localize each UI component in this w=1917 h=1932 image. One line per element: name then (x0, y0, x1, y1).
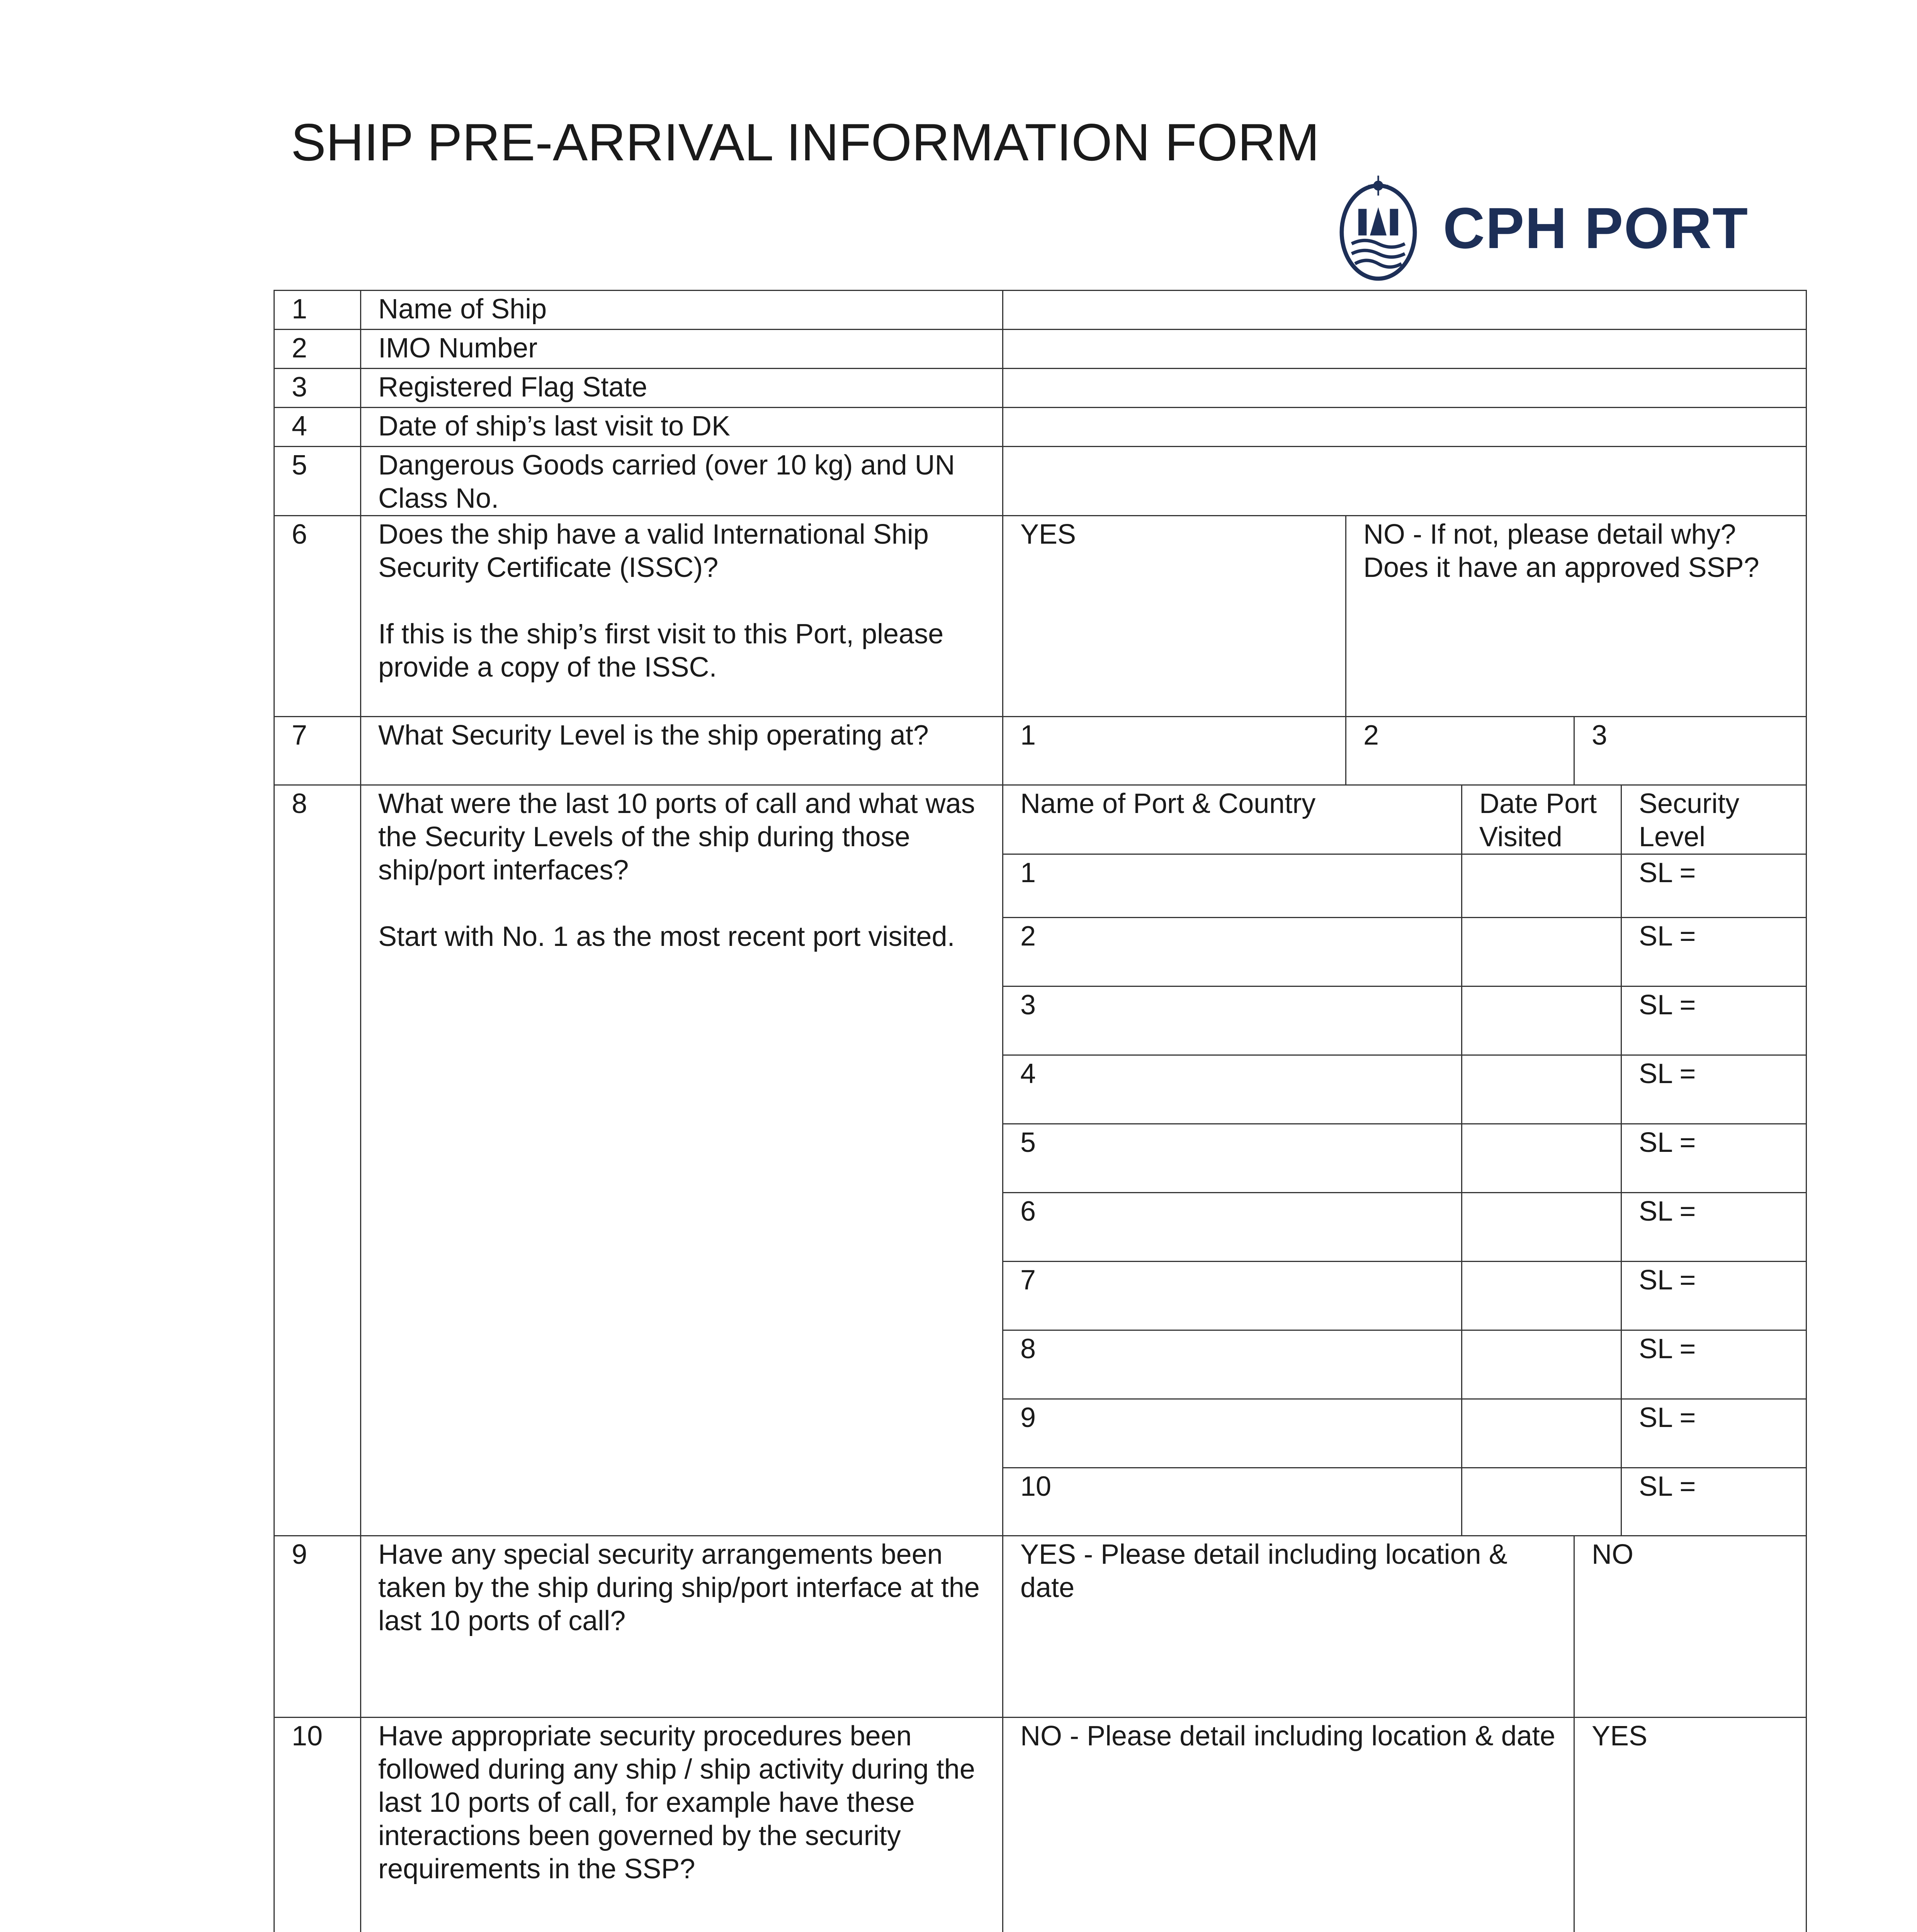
row-number: 1 (274, 291, 361, 330)
row-number: 10 (274, 1718, 361, 1932)
security-procedures-yes[interactable]: YES (1574, 1718, 1807, 1932)
ports-question (361, 785, 1003, 1536)
table-row (274, 785, 1807, 1536)
port-name-field[interactable]: 1 (1003, 854, 1462, 918)
port-rows (1003, 854, 1806, 1536)
port-row (1003, 986, 1807, 1055)
row-number: 5 (274, 447, 361, 516)
port-row (1003, 1330, 1807, 1399)
col-level-header: Security Level (1621, 785, 1807, 854)
cph-port-logo (1337, 172, 1749, 284)
issc-no-option[interactable]: NO - If not, please detail why? Does it have an approved SSP? (1346, 516, 1807, 717)
port-security-level-field[interactable]: SL = (1621, 918, 1807, 986)
port-row (1003, 1055, 1807, 1124)
ports-list (1003, 854, 1807, 1536)
row-number: 3 (274, 369, 361, 408)
security-level-label: What Security Level is the ship operating at? (361, 717, 1003, 785)
security-level-option-2[interactable]: 2 (1346, 717, 1574, 785)
port-security-level-field[interactable]: SL = (1621, 1124, 1807, 1193)
port-name-field[interactable]: 5 (1003, 1124, 1462, 1193)
row-number: 7 (274, 717, 361, 785)
port-row (1003, 918, 1807, 986)
ship-name-field[interactable] (1003, 291, 1807, 330)
port-row (1003, 1262, 1807, 1330)
security-procedures-label: Have appropriate security procedures been followed during any ship / ship activity during the last 10 ports of call, for example have these interactions been governed by the security requirements in the SSP? (361, 1718, 1003, 1932)
imo-number-label: IMO Number (361, 330, 1003, 369)
port-name-field[interactable]: 9 (1003, 1399, 1462, 1468)
issc-label: Does the ship have a valid International Ship Security Certificate (ISSC)? (378, 519, 929, 583)
port-date-field[interactable] (1462, 1124, 1621, 1193)
special-arrangements-yes[interactable]: YES - Please detail including location & date (1003, 1536, 1574, 1718)
port-security-level-field[interactable]: SL = (1621, 1262, 1807, 1330)
port-name-field[interactable]: 4 (1003, 1055, 1462, 1124)
port-row (1003, 1124, 1807, 1193)
security-level-option-3[interactable]: 3 (1574, 717, 1807, 785)
col-port-header: Name of Port & Country (1003, 785, 1462, 854)
dangerous-goods-label: Dangerous Goods carried (over 10 kg) and UN Class No. (361, 447, 1003, 516)
port-security-level-field[interactable]: SL = (1621, 986, 1807, 1055)
col-date-header: Date Port Visited (1462, 785, 1621, 854)
port-date-field[interactable] (1462, 1193, 1621, 1262)
logo-text: CPH PORT (1443, 195, 1749, 260)
ports-grid-cell (1003, 785, 1807, 1536)
ports-grid (1003, 785, 1807, 855)
port-security-level-field[interactable]: SL = (1621, 1468, 1807, 1536)
port-name-field[interactable]: 10 (1003, 1468, 1462, 1536)
special-arrangements-label: Have any special security arrangements been taken by the ship during ship/port interface at the last 10 ports of call? (361, 1536, 1003, 1718)
port-date-field[interactable] (1462, 854, 1621, 918)
imo-number-field[interactable] (1003, 330, 1807, 369)
security-procedures-no[interactable]: NO - Please detail including location & date (1003, 1718, 1574, 1932)
port-date-field[interactable] (1462, 1262, 1621, 1330)
port-crest-icon (1337, 174, 1420, 282)
table-row (274, 447, 1807, 516)
port-row (1003, 854, 1807, 918)
table-row (274, 1718, 1807, 1932)
row-number: 8 (274, 785, 361, 1536)
port-date-field[interactable] (1462, 1468, 1621, 1536)
page-title: SHIP PRE-ARRIVAL INFORMATION FORM (291, 113, 1320, 172)
ports-label: What were the last 10 ports of call and what was the Security Levels of the ship during those ship/port interfaces? (378, 788, 975, 886)
port-date-field[interactable] (1462, 918, 1621, 986)
ports-note: Start with No. 1 as the most recent port visited. (378, 921, 955, 952)
port-date-field[interactable] (1462, 1330, 1621, 1399)
row-number: 6 (274, 516, 361, 717)
ship-name-label: Name of Ship (361, 291, 1003, 330)
table-row (274, 369, 1807, 408)
port-row (1003, 1193, 1807, 1262)
table-row (274, 1536, 1807, 1718)
port-security-level-field[interactable]: SL = (1621, 1055, 1807, 1124)
table-row (274, 408, 1807, 447)
port-row (1003, 1399, 1807, 1468)
table-row (274, 291, 1807, 330)
port-security-level-field[interactable]: SL = (1621, 1193, 1807, 1262)
issc-yes-option[interactable]: YES (1003, 516, 1346, 717)
port-date-field[interactable] (1462, 1399, 1621, 1468)
issc-note: If this is the ship’s first visit to this Port, please provide a copy of the ISSC. (378, 619, 944, 683)
last-visit-field[interactable] (1003, 408, 1807, 447)
row-number: 9 (274, 1536, 361, 1718)
port-name-field[interactable]: 7 (1003, 1262, 1462, 1330)
ports-header-row (1003, 785, 1807, 854)
port-row (1003, 1468, 1807, 1536)
table-row (274, 330, 1807, 369)
flag-state-field[interactable] (1003, 369, 1807, 408)
port-name-field[interactable]: 2 (1003, 918, 1462, 986)
special-arrangements-no[interactable]: NO (1574, 1536, 1807, 1718)
issc-question (361, 516, 1003, 717)
table-row (274, 516, 1807, 717)
table-row (274, 717, 1807, 785)
dangerous-goods-field[interactable] (1003, 447, 1807, 516)
port-name-field[interactable]: 3 (1003, 986, 1462, 1055)
port-name-field[interactable]: 8 (1003, 1330, 1462, 1399)
security-level-option-1[interactable]: 1 (1003, 717, 1346, 785)
pre-arrival-form-table (274, 290, 1807, 1932)
port-name-field[interactable]: 6 (1003, 1193, 1462, 1262)
flag-state-label: Registered Flag State (361, 369, 1003, 408)
row-number: 2 (274, 330, 361, 369)
last-visit-label: Date of ship’s last visit to DK (361, 408, 1003, 447)
port-date-field[interactable] (1462, 1055, 1621, 1124)
port-date-field[interactable] (1462, 986, 1621, 1055)
port-security-level-field[interactable]: SL = (1621, 1330, 1807, 1399)
port-security-level-field[interactable]: SL = (1621, 1399, 1807, 1468)
port-security-level-field[interactable]: SL = (1621, 854, 1807, 918)
row-number: 4 (274, 408, 361, 447)
